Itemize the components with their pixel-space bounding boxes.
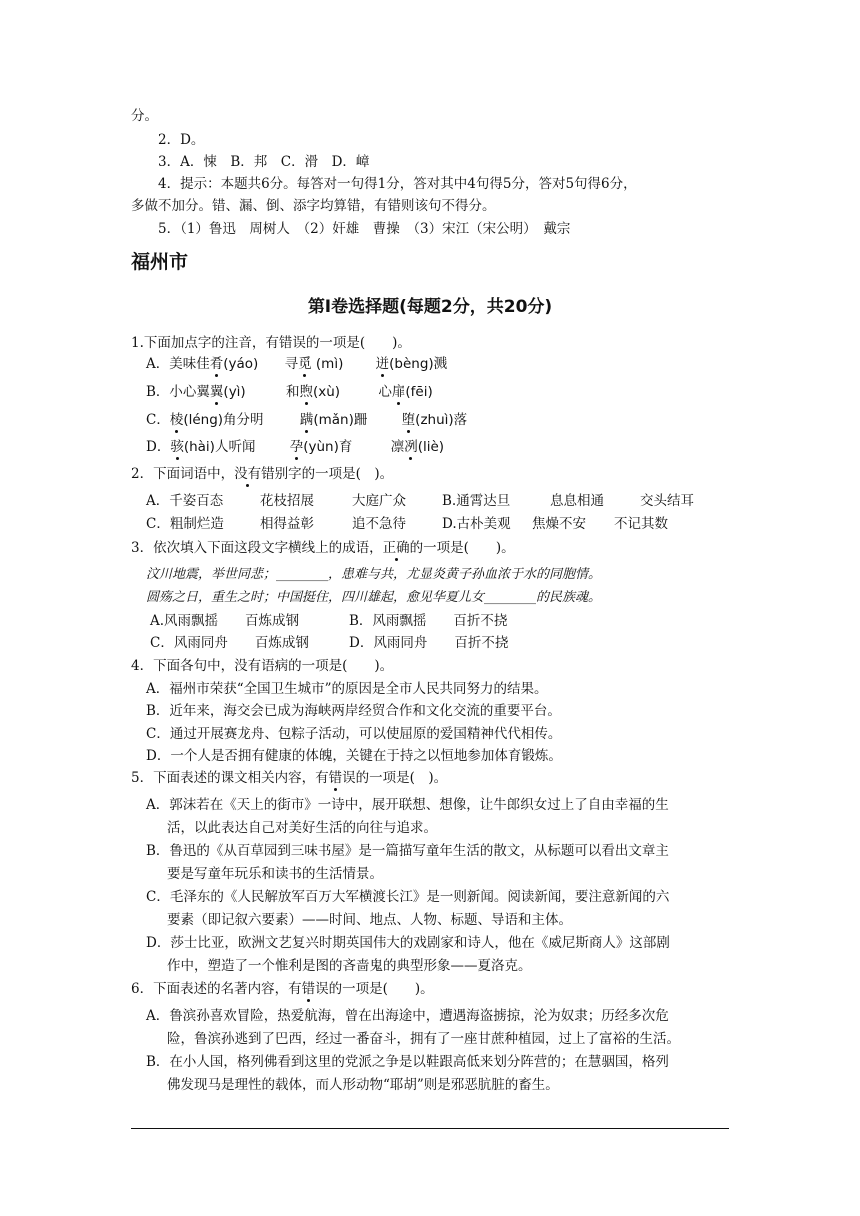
q3-option-a: A.风雨飘摇 百炼成钢: [150, 613, 300, 629]
q3-passage-2: 圆殇之日，重生之时；中国挺住，四川雄起，愈见华夏儿女________的民族魂。: [146, 590, 602, 605]
q2-row-2: C．粗制烂造 相得益彰 追不急待 D.古朴美观 焦燥不安 不记其数: [146, 516, 668, 532]
q1-option-a: A．美味佳肴(yáo) 寻觅 (mì) 迸(bèng)溅: [146, 356, 448, 372]
prev-answer-5: 5．（1）鲁迅 周树人 （2）奸雄 曹操 （3）宋江（宋公明） 戴宗: [158, 221, 571, 237]
q4-stem: 4．下面各句中，没有语病的一项是( )。: [131, 658, 394, 674]
q2-stem: 2．下面词语中，没有错别字的一项是( )。: [131, 466, 394, 482]
q5-option-b-1: B．鲁迅的《从百草园到三味书屋》是一篇描写童年生活的散文，从标题可以看出文章主: [146, 843, 669, 859]
q5-stem: 5．下面表述的课文相关内容，有错误的一项是( )。: [131, 770, 448, 786]
q5-option-d-2: 作中，塑造了一个惟利是图的吝啬鬼的典型形象——夏洛克。: [167, 958, 532, 974]
q5-option-b-2: 要是写童年玩乐和读书的生活情景。: [167, 866, 383, 882]
prev-answer-3: 3．A．悚 B．邦 C．滑 D．嶂: [158, 154, 370, 170]
q3-option-b: B．风雨飘摇 百折不挠: [349, 613, 508, 629]
city-heading: 福州市: [131, 251, 189, 273]
q1-stem: 1.下面加点字的注音，有错误的一项是( )。: [131, 335, 411, 351]
q5-option-a-1: A．郭沫若在《天上的街市》一诗中，展开联想、想像，让牛郎织女过上了自由幸福的生: [146, 797, 669, 813]
prev-answer-4-cont: 多做不加分。错、漏、倒、添字均算错，有错则该句不得分。: [131, 198, 496, 214]
q3-passage-1: 汶川地震，举世同悲；________，患难与共，尤显炎黄子孙血浓于水的同胞情。: [146, 567, 602, 582]
q3-option-c: C．风雨同舟 百炼成钢: [150, 635, 309, 651]
q5-option-d-1: D．莎士比亚，欧洲文艺复兴时期英国伟大的戏剧家和诗人，他在《威尼斯商人》这部剧: [146, 935, 670, 951]
q6-option-b-1: B．在小人国，格列佛看到这里的党派之争是以鞋跟高低来划分阵营的；在慧骃国，格列: [146, 1054, 669, 1070]
q4-option-d: D．一个人是否拥有健康的体魄，关键在于持之以恒地参加体育锻炼。: [146, 748, 562, 764]
q6-stem: 6．下面表述的名著内容，有错误的一项是( )。: [131, 981, 434, 997]
q3-option-d: D．风雨同舟 百折不挠: [349, 635, 509, 651]
q5-option-a-2: 活，以此表达自己对美好生活的向往与追求。: [167, 820, 437, 836]
q2-row-1: A．千姿百态 花枝招展 大庭广众 B.通霄达旦 息息相通 交头结耳: [146, 493, 694, 509]
q1-option-c: C．棱(léng)角分明 蹒(mǎn)跚 堕(zhuì)落: [146, 412, 468, 428]
prev-answer-2: 2．D。: [158, 132, 205, 148]
footer-rule: [131, 1128, 729, 1129]
prev-line-1: 分。: [131, 108, 158, 124]
q4-option-b: B．近年来，海交会已成为海峡两岸经贸合作和文化交流的重要平台。: [146, 703, 561, 719]
q5-option-c-2: 要素（即记叙六要素）——时间、地点、人物、标题、导语和主体。: [167, 912, 572, 928]
q1-option-b: B．小心翼翼(yì) 和煦(xù) 心扉(fēi): [146, 384, 433, 400]
q6-option-a-1: A．鲁滨孙喜欢冒险，热爱航海，曾在出海途中，遭遇海盗掳掠，沦为奴隶；历经多次危: [146, 1008, 669, 1024]
section-title: 第Ⅰ卷选择题(每题2分，共20分): [307, 297, 553, 317]
q6-option-a-2: 险，鲁滨孙逃到了巴西，经过一番奋斗，拥有了一座甘蔗种植园，过上了富裕的生活。: [167, 1031, 680, 1047]
prev-answer-4: 4．提示：本题共6分。每答对一句得1分，答对其中4句得5分，答对5句得6分，: [158, 176, 637, 192]
q6-option-b-2: 佛发现马是理性的载体，而人形动物“耶胡”则是邪恶肮脏的畜生。: [167, 1077, 559, 1093]
q5-option-c-1: C．毛泽东的《人民解放军百万大军横渡长江》是一则新闻。阅读新闻，要注意新闻的六: [146, 889, 670, 905]
q4-option-c: C．通过开展赛龙舟、包粽子活动，可以使屈原的爱国精神代代相传。: [146, 726, 562, 742]
q4-option-a: A．福州市荣获“全国卫生城市”的原因是全市人民共同努力的结果。: [146, 681, 548, 697]
q3-stem: 3．依次填入下面这段文字横线上的成语，正确的一项是( )。: [131, 540, 515, 556]
q1-option-d: D．骇(hài)人听闻 孕(yùn)育 凛冽(liè): [146, 439, 445, 455]
